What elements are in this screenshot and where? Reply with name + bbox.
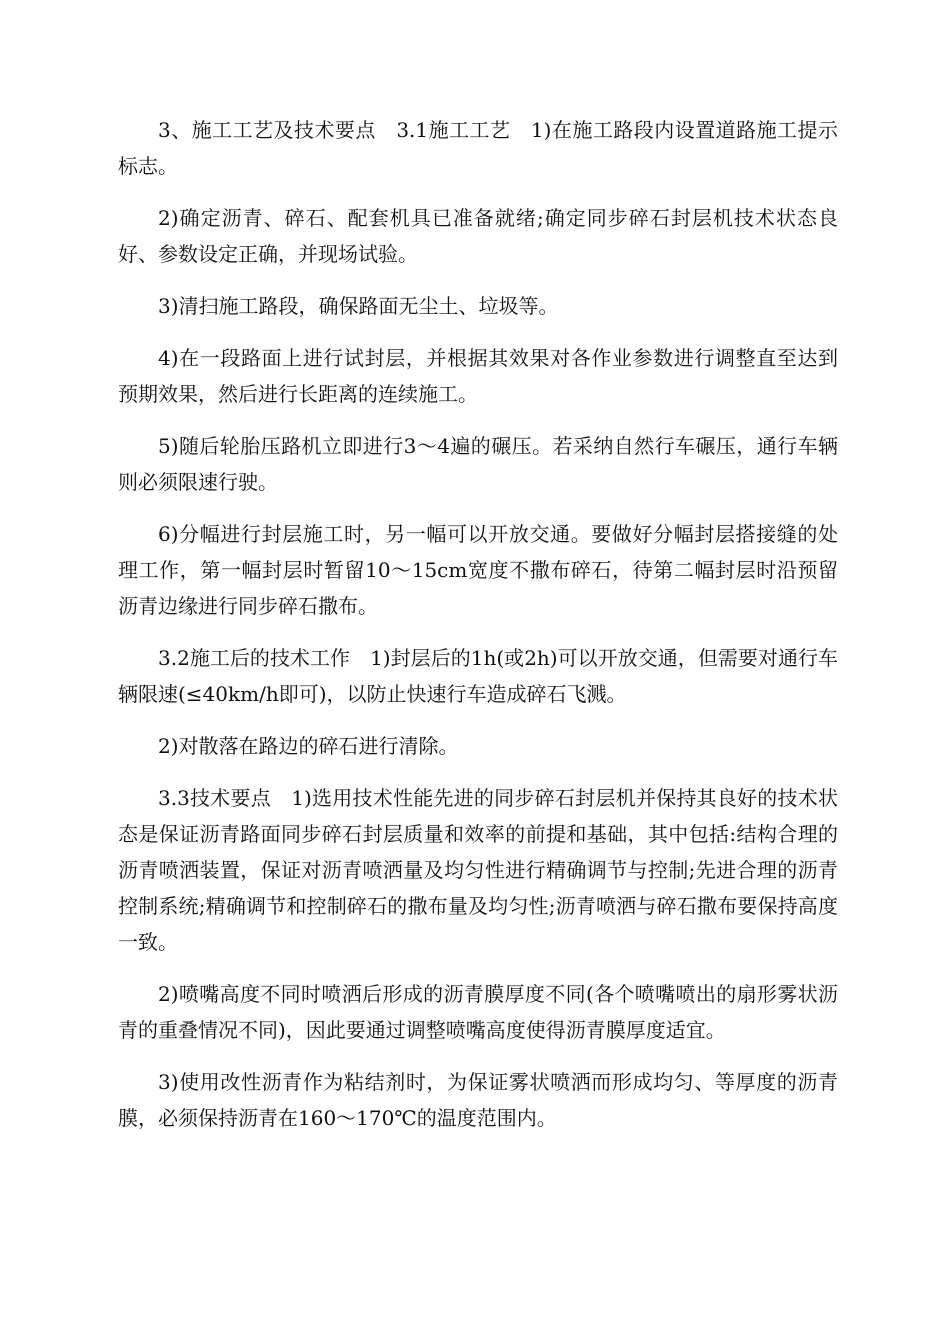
paragraph-technical-points-1: 3.3技术要点 1)选用技术性能先进的同步碎石封层机并保持其良好的技术状态是保证沥青路面同步碎石封层质量和效率的前提和基础，其中包括:结构合理的沥青喷洒装置，保证对沥青喷洒量及均匀性进行精确调节与控制;先进合理的沥青控制系统;精确调节和控制碎石的撒布量及均匀性;沥青喷洒与碎石撒布要保持高度一致。 (118, 786, 838, 954)
paragraph-post-construction-2: 2)对散落在路边的碎石进行清除。 (158, 734, 459, 758)
paragraph-construction-process-4: 4)在一段路面上进行试封层，并根据其效果对各作业参数进行调整直至达到预期效果，然后进行长距离的连续施工。 (118, 346, 838, 406)
paragraph-technical-points-2: 2)喷嘴高度不同时喷洒后形成的沥青膜厚度不同(各个喷嘴喷出的扇形雾状沥青的重叠情况不同)，因此要通过调整喷嘴高度使得沥青膜厚度适宜。 (118, 982, 838, 1042)
paragraph-construction-process-2: 2)确定沥青、碎石、配套机具已准备就绪;确定同步碎石封层机技术状态良好、参数设定正确，并现场试验。 (118, 206, 838, 266)
paragraph-construction-process-3: 3)清扫施工路段，确保路面无尘土、垃圾等。 (158, 294, 559, 318)
paragraph-construction-process-1: 3、施工工艺及技术要点 3.1施工工艺 1)在施工路段内设置道路施工提示标志。 (118, 118, 838, 178)
paragraph-construction-process-5: 5)随后轮胎压路机立即进行3～4遍的碾压。若采纳自然行车碾压，通行车辆则必须限速行驶。 (118, 434, 838, 494)
paragraph-post-construction-1: 3.2施工后的技术工作 1)封层后的1h(或2h)可以开放交通，但需要对通行车辆限速(≤40km/h即可)，以防止快速行车造成碎石飞溅。 (118, 646, 838, 706)
paragraph-technical-points-3: 3)使用改性沥青作为粘结剂时，为保证雾状喷洒而形成均匀、等厚度的沥青膜，必须保持沥青在160～170℃的温度范围内。 (118, 1070, 838, 1130)
document-body (118, 112, 838, 1152)
paragraph-construction-process-6: 6)分幅进行封层施工时，另一幅可以开放交通。要做好分幅封层搭接缝的处理工作，第一幅封层时暂留10～15cm宽度不撒布碎石，待第二幅封层时沿预留沥青边缘进行同步碎石撒布。 (118, 522, 838, 618)
